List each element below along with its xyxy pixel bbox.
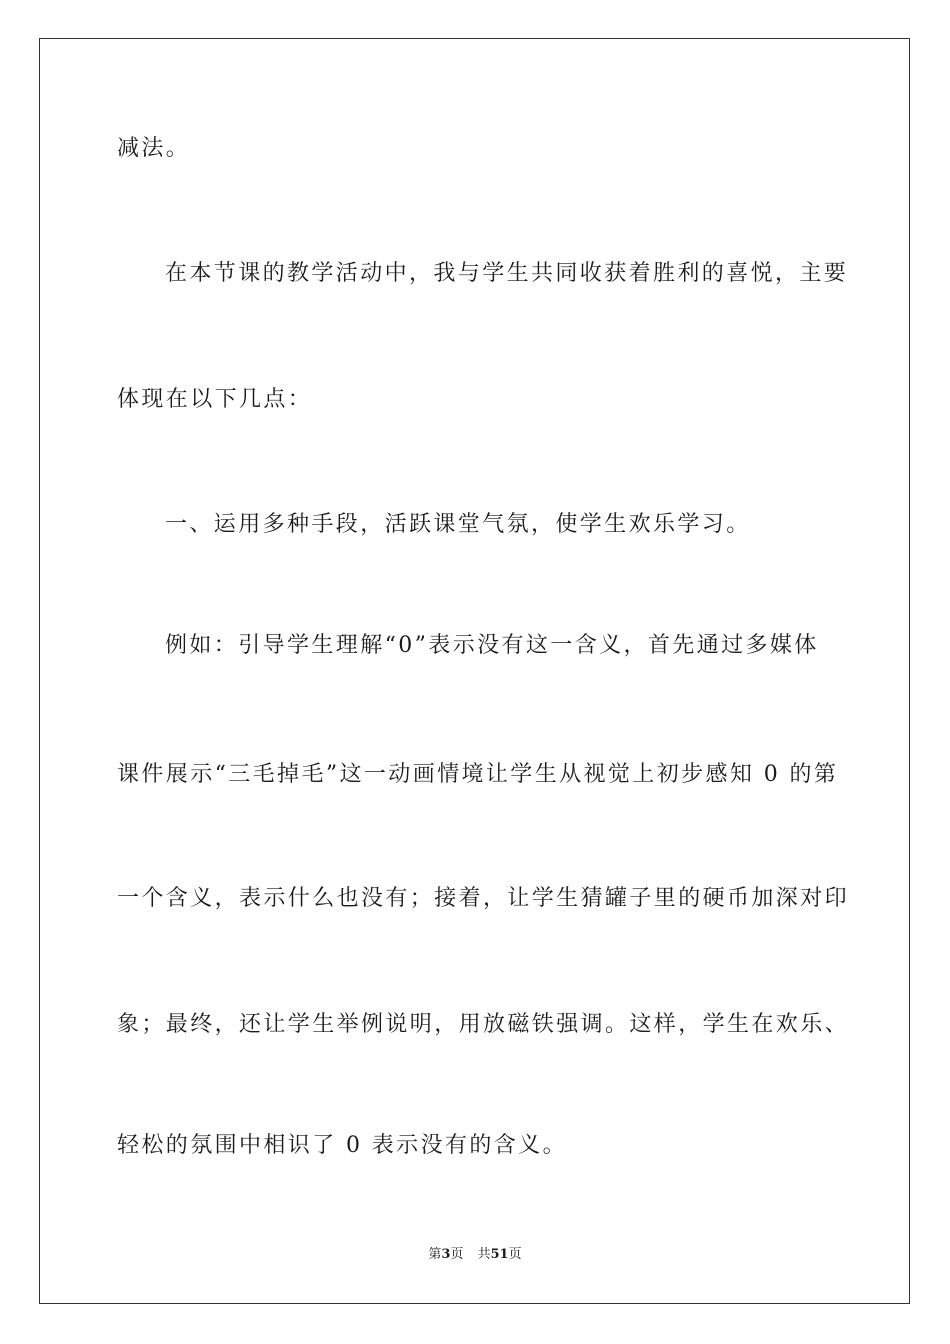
text-line-8: 象；最终，还让学生举例说明，用放磁铁强调。这样，学生在欢乐、 xyxy=(117,1012,850,1037)
page-border xyxy=(39,38,910,1304)
total-pages: 51 xyxy=(490,1247,509,1262)
text-line-1: 减法。 xyxy=(117,136,191,161)
page-suffix: 页 xyxy=(450,1247,464,1262)
text-line-7: 一个含义，表示什么也没有；接着，让学生猜罐子里的硬币加深对印 xyxy=(117,886,850,911)
total-suffix: 页 xyxy=(508,1247,522,1262)
text-line-4: 一、运用多种手段，活跃课堂气氛，使学生欢乐学习。 xyxy=(165,512,751,537)
text-line-3: 体现在以下几点： xyxy=(117,387,313,412)
page-number: 3 xyxy=(441,1247,451,1262)
text-line-2: 在本节课的教学活动中，我与学生共同收获着胜利的喜悦，主要 xyxy=(165,261,849,286)
text-line-9: 轻松的氛围中相识了 0 表示没有的含义。 xyxy=(117,1133,567,1158)
page-footer xyxy=(0,1246,950,1264)
page-prefix: 第 xyxy=(428,1247,442,1262)
text-line-5: 例如：引导学生理解“0”表示没有这一含义，首先通过多媒体 xyxy=(165,633,819,658)
total-prefix: 共 xyxy=(477,1247,491,1262)
text-line-6: 课件展示“三毛掉毛”这一动画情境让学生从视觉上初步感知 0 的第 xyxy=(117,762,839,787)
